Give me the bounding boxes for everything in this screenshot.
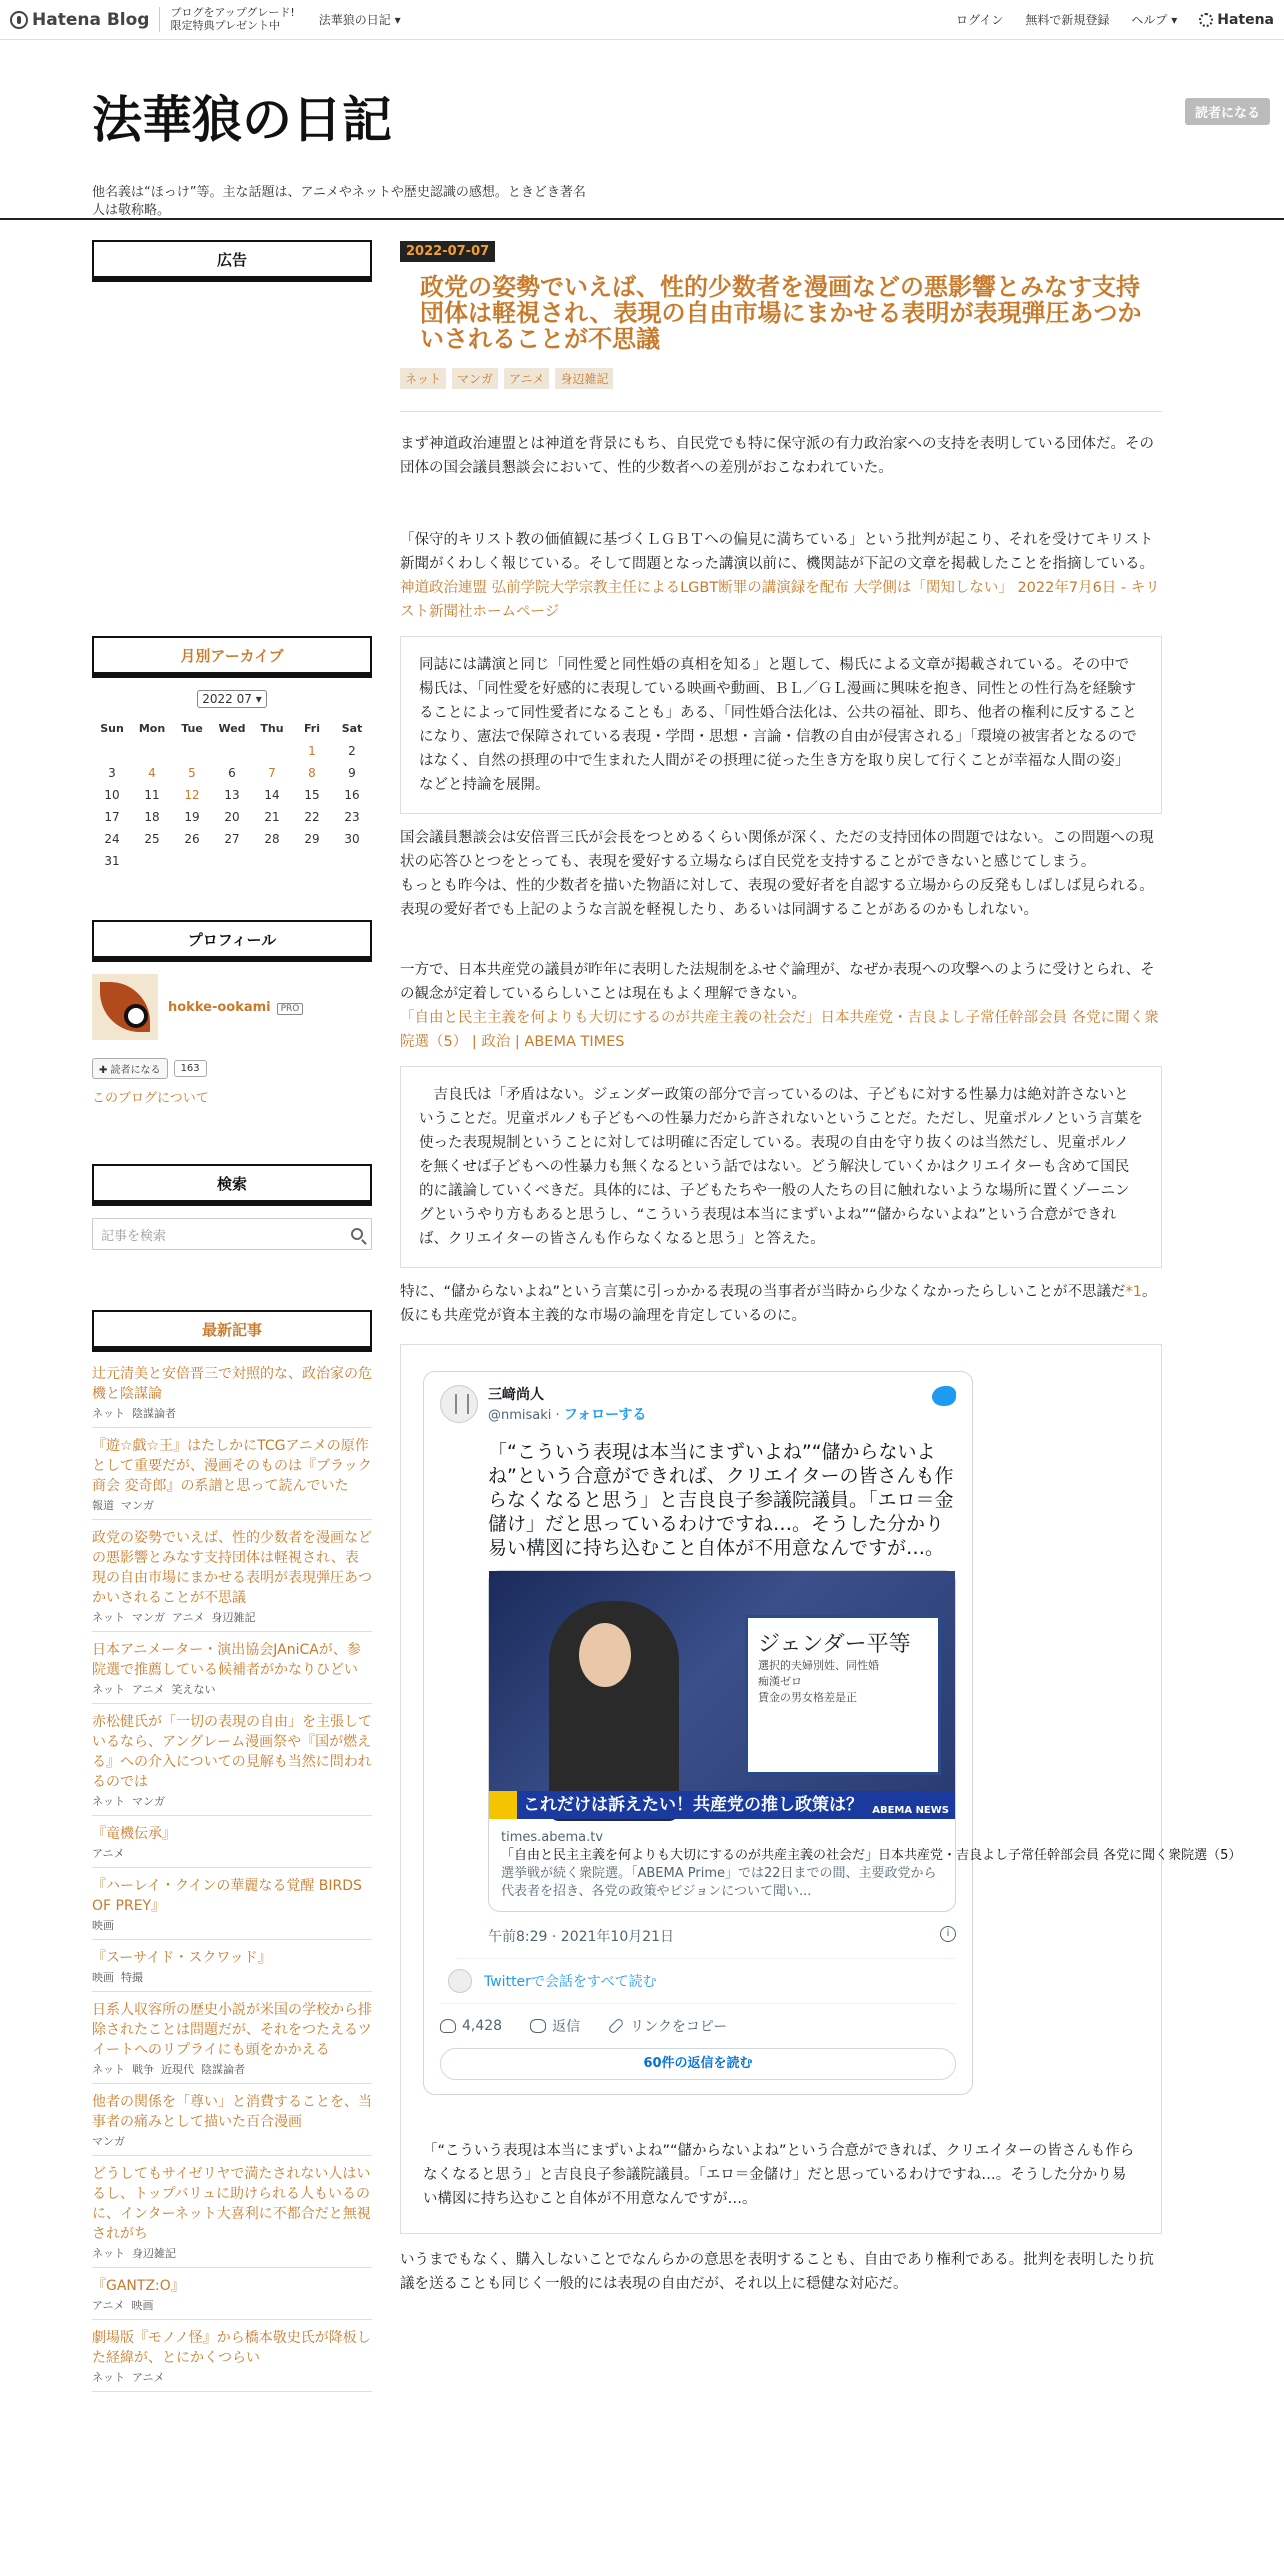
tweet-author-handle[interactable]: @nmisaki <box>488 1408 552 1423</box>
link-icon <box>608 2018 625 2035</box>
hatena-blog-logo[interactable]: Hatena Blog <box>10 10 149 30</box>
article <box>400 240 1242 2296</box>
recent-entry <box>92 1704 372 1816</box>
calendar-day-header: Mon <box>138 722 166 735</box>
recent-entry-title[interactable]: 『GANTZ:O』 <box>92 2278 185 2294</box>
calendar-day: 13 <box>224 788 240 802</box>
recent-entry <box>92 1428 372 1520</box>
calendar-day <box>292 852 332 870</box>
calendar-day <box>332 852 372 870</box>
ad-space <box>92 294 372 636</box>
tweet-embed-container <box>400 1344 1242 2234</box>
search-icon[interactable] <box>351 1228 363 1240</box>
calendar-day <box>212 742 252 760</box>
archive-calendar <box>92 690 372 870</box>
calendar-day: 15 <box>304 788 320 802</box>
recent-entry-category[interactable]: マンガ <box>132 1611 165 1624</box>
calendar-day <box>92 742 132 760</box>
subscriber-count[interactable]: 163 <box>174 1060 207 1077</box>
avatar[interactable] <box>92 974 158 1040</box>
blog-menu-dropdown[interactable]: 法華狼の日記 ▾ <box>318 13 401 27</box>
recent-entry-title[interactable]: 『スーサイド・スクワッド』 <box>92 1950 272 1966</box>
recent-entry-category[interactable]: アニメ <box>172 1611 205 1624</box>
recent-entry-category[interactable]: アニメ <box>92 2299 125 2312</box>
source-link-abema[interactable]: 「自由と民主主義を何よりも大切にするのが共産主義の社会だ」日本共産党・吉良よし子常任幹部会員 各党に聞く衆院選（5） | 政治 | ABEMA TIMES <box>400 1010 1159 1050</box>
recent-module-title: 最新記事 <box>92 1310 372 1348</box>
recent-entry <box>92 2084 372 2156</box>
upgrade-promo-link[interactable]: ブログをアップグレード! 限定特典プレゼント中 <box>159 7 294 32</box>
archive-month-select[interactable]: 2022 07 ▾ <box>197 690 266 708</box>
search-input[interactable]: 記事を検索 <box>92 1218 372 1250</box>
recent-entry-category[interactable]: 映画 <box>92 1919 114 1932</box>
recent-entries-list <box>92 1364 372 2392</box>
signup-link[interactable]: 無料で新規登録 <box>1025 13 1110 27</box>
read-replies-button[interactable]: 60件の返信を読む <box>440 2048 956 2080</box>
card-image <box>489 1571 955 1819</box>
recent-entry-category[interactable]: マンガ <box>132 1795 165 1808</box>
search-module-title: 検索 <box>92 1164 372 1202</box>
like-button[interactable]: 4,428 <box>440 2016 502 2036</box>
recent-entry <box>92 1632 372 1704</box>
calendar-day <box>132 852 172 870</box>
calendar-day: 21 <box>264 810 280 824</box>
recent-entry-category[interactable]: 笑えない <box>171 1683 216 1696</box>
blockquote: 吉良氏は「矛盾はない。ジェンダー政策の部分で言っているのは、子どもに対する性暴力は絶対許さないということだ。児童ポルノも子どもへの性暴力だから許されないということだ。ただし、児童ポルノという言葉を使った表現規制ということに対しては明確に否定している。表現の自由を守り抜くのは当然だし、児童ポルノを無くせば子どもへの性暴力も無くなるという話ではない。どう解決していくかはクリエイターも含めて国民的に議論していくべきだ。具体的には、子どもたちや一般の人たちの目に触れないような場所に置くゾーニングというやり方もあると思うし、“こういう表現は本当にまずいよね”“儲からないよね”という合意ができれば、クリエイターの皆さんも作らなくなると思う」と答えた。 <box>400 1066 1162 1268</box>
pro-badge: PRO <box>277 1003 304 1015</box>
recent-entry-title[interactable]: 赤松健氏が「一切の表現の自由」を主張しているなら、アングレーム漫画祭や『国が燃える』への介入についての見解も当然に問われるのでは <box>92 1714 372 1790</box>
recent-entry <box>92 1364 372 1428</box>
follow-button[interactable]: フォローする <box>563 1407 647 1423</box>
calendar-day-header: Wed <box>218 722 246 735</box>
recent-entry-category[interactable]: アニメ <box>132 2371 165 2384</box>
recent-entry-title[interactable]: 『遊☆戯☆王』はたしかにTCGアニメの原作として重要だが、漫画そのものは『ブラック商会 変奇郎』の系譜と思って読んでいた <box>92 1438 372 1494</box>
calendar-day[interactable]: 12 <box>184 788 200 802</box>
profile-module-title: プロフィール <box>92 920 372 958</box>
calendar-day <box>212 852 252 870</box>
calendar-day: 29 <box>304 832 320 846</box>
calendar-day-header: Fri <box>303 722 320 735</box>
calendar-day[interactable]: 7 <box>268 766 276 780</box>
recent-entry-category[interactable]: 映画 <box>92 1971 114 1984</box>
recent-entry-category[interactable]: マンガ <box>92 2135 125 2148</box>
info-icon[interactable]: i <box>940 1926 956 1942</box>
calendar-day-header: Tue <box>181 722 203 735</box>
recent-entry-title[interactable]: 劇場版『モノノ怪』から橋本敬史氏が降板した経緯が、とにかくつらい <box>92 2330 371 2366</box>
calendar-day: 31 <box>104 854 120 868</box>
recent-entry-category[interactable]: 身辺雑記 <box>211 1611 256 1624</box>
paragraph: いうまでもなく、購入しないことでなんらかの意思を表明することも、自由であり権利である。批判を表明したり抗議を送ることも同じく一般的には表現の自由だが、それ以上に穏健な対応だ。 <box>400 2252 1154 2292</box>
ad-module-title: 広告 <box>92 240 372 278</box>
hatena-global-bar <box>0 0 1284 40</box>
recent-entry-category[interactable]: アニメ <box>132 1683 165 1696</box>
twitter-bird-icon[interactable] <box>932 1386 956 1406</box>
sidebar-subscribe-button[interactable]: ✚ 読者になる <box>92 1058 168 1079</box>
sidebar <box>92 240 372 2392</box>
calendar-day: 28 <box>264 832 280 846</box>
login-link[interactable]: ログイン <box>955 13 1004 27</box>
calendar-day <box>132 742 172 760</box>
recent-entry <box>92 2320 372 2392</box>
profile <box>92 974 372 1040</box>
article-date[interactable]: 2022-07-07 <box>400 241 495 262</box>
calendar-day <box>172 852 212 870</box>
calendar-day: 11 <box>144 788 160 802</box>
recent-entry-category[interactable]: 特撮 <box>121 1971 143 1984</box>
recent-entry <box>92 1520 372 1632</box>
calendar-day <box>252 742 292 760</box>
article-title[interactable]: 政党の姿勢でいえば、性的少数者を漫画などの悪影響とみなす支持団体は軽視され、表現の自由市場にまかせる表明が表現弾圧あつかいされることが不思議 <box>420 273 1142 353</box>
card-banner: これだけは訴えたい！共産党の推し政策は？ <box>489 1791 955 1819</box>
recent-entry <box>92 1940 372 1992</box>
card-description: 選挙戦が続く衆院選。「ABEMA Prime」では22日までの間、主要政党から代表者を招き、各党の政策やビジョンについて聞い... <box>501 1866 937 1899</box>
recent-entry-category[interactable]: ネット <box>92 1407 125 1420</box>
recent-entry <box>92 1816 372 1868</box>
recent-entry <box>92 1868 372 1940</box>
recent-entry-category[interactable]: 身辺雑記 <box>132 2247 176 2260</box>
recent-entry-title[interactable]: 『竜機伝承』 <box>92 1826 176 1842</box>
article-category-tag[interactable]: マンガ <box>452 368 498 389</box>
recent-entry-title[interactable]: 日系人収容所の歴史小説が米国の学校から排除されたことは問題だが、それをつたえるツイートへのリプライにも頭をかかえる <box>92 2002 372 2058</box>
mini-avatar <box>448 1969 472 1993</box>
paragraph: もっとも昨今は、性的少数者を描いた物語に対して、表現の愛好者を自認する立場からの反発もしばしば見られる。表現の愛好者でも上記のような言説を軽視したり、あるいは同調することがあるのかもしれない。 <box>400 878 1154 918</box>
recent-entry-category[interactable]: ネット <box>92 2247 125 2260</box>
paragraph: まず神道政治連盟とは神道を背景にもち、自民党でも特に保守派の有力政治家への支持を表明している団体だ。その団体の国会議員懇談会において、性的少数者への差別がおこなわれていた。 <box>400 436 1154 476</box>
calendar-day: 2 <box>348 744 356 758</box>
recent-entry <box>92 2268 372 2320</box>
profile-name-link[interactable]: hokke-ookami PRO <box>168 1000 303 1015</box>
copy-link-button[interactable]: リンクをコピー <box>608 2016 727 2036</box>
recent-entry <box>92 1992 372 2084</box>
calendar-day-header: Sun <box>100 722 124 735</box>
card-board: ジェンダー平等 選択的夫婦別姓、同性婚 痴漢ゼロ 賃金の男女格差是正 <box>745 1615 941 1775</box>
hatena-logo[interactable]: Hatena <box>1199 12 1274 28</box>
recent-entry-title[interactable]: 日本アニメーター・演出協会JAniCAが、参院選で推薦している候補者がかなりひどい <box>92 1642 361 1678</box>
card-domain: times.abema.tv <box>501 1830 604 1845</box>
recent-entry <box>92 2156 372 2268</box>
calendar-grid <box>92 720 372 870</box>
recent-entry-title[interactable]: 『ハーレイ・クインの華麗なる覚醒 BIRDS OF PREY』 <box>92 1878 362 1914</box>
recent-entry-title[interactable]: 辻元清美と安倍晋三で対照的な、政治家の危機と陰謀論 <box>92 1366 372 1402</box>
recent-entry-category[interactable]: ネット <box>92 2371 125 2384</box>
recent-entry-category[interactable]: ネット <box>92 1683 125 1696</box>
subscribe-button[interactable]: 読者になる <box>1185 98 1270 125</box>
abema-news-logo: ABEMA NEWS <box>872 1805 949 1816</box>
paragraph: 国会議員懇談会は安倍晋三氏が会長をつとめるくらい関係が深く、ただの支持団体の問題ではない。この問題への現状の応答ひとつをとっても、表現を愛好する立場ならば自民党を支持することができないと感じてしまう。 <box>400 830 1154 870</box>
footnote-link[interactable]: *1 <box>1125 1284 1143 1300</box>
recent-entry-title[interactable]: どうしてもサイゼリヤで満たされない人はいるし、トップバリュに助けられる人もいるのに、インターネット大喜利に不都合だと無視されがち <box>92 2166 371 2242</box>
calendar-day: 18 <box>144 810 160 824</box>
paragraph: 一方で、日本共産党の議員が昨年に表明した法規制をふせぐ論理が、なぜか表現への攻撃へのように受けとられ、その観念が定着しているらしいことは現在もよく理解できない。 <box>400 962 1155 1002</box>
paragraph: 特に、“儲からないよね”という言葉に引っかかる表現の当事者が当時から少なくなかったらしいことが不思議だ*1。仮にも共産党が資本主義的な市場の論理を肯定しているのに。 <box>400 1284 1157 1324</box>
recent-entry-category[interactable]: 戦争 <box>132 2063 154 2076</box>
embedded-tweet[interactable]: 三﨑尚人 @nmisaki · フォローする 「“こういう表現は本当にまずいよね”“儲からないよね”という合意ができれば、クリエイターの皆さんも作らなくなると思う」と吉良良子参議院議員。「エロ＝金儲け」だと思っているわけですね…。そうした分かり易い構図に持ち込むこと自体が不用意なんですが…。 ジェンダー平等 選択的夫婦別姓、同性婚 痴漢ゼロ 賃金の男女格差是正 これだけは訴えたい！共産党の推し政策は？ ABEMA NEWS times.abema.tv 「自由と民主主義を何よりも大切にするのが共産主義の社会だ」日本共産党・吉良よし子常任幹部会員 各党に聞く衆院選（5） 選挙戦が続く衆院選。「ABEMA Prime」では22日までの間、主要政党から代表者を招き、各党の政策やビジョンについて聞い... 午前8:29 · 2021年10月21日 i Twitterで会話をすべて読む 4,428 返信 リンクをコピー 60件の返信を読む <box>423 1371 973 2095</box>
calendar-day[interactable]: 8 <box>308 766 316 780</box>
tweet-author-avatar[interactable] <box>440 1385 478 1423</box>
recent-entry-category[interactable]: 報道 <box>92 1499 114 1512</box>
tweet-text: 「“こういう表現は本当にまずいよね”“儲からないよね”という合意ができれば、クリエイターの皆さんも作らなくなると思う」と吉良良子参議院議員。「エロ＝金儲け」だと思っているわけですね…。そうした分かり易い構図に持ち込むこと自体が不用意なんですが…。 <box>488 1441 954 1559</box>
calendar-day: 17 <box>104 810 120 824</box>
blockquote: 同誌には講演と同じ「同性愛と同性婚の真相を知る」と題して、楊氏による文章が掲載されている。その中で楊氏は、「同性愛を好感的に表現している映画や動画、ＢＬ／ＧＬ漫画に興味を抱き、同性との性行為を経験することによって同性愛者になることも」ある、「同性婚合法化は、公共の福祉、即ち、他者の権利に反することになり、憲法で保障されている表現・学問・思想・言論・信教の自由が侵害される」「環境の被害者となるのではなく、自然の摂理の中で生まれた人間がその摂理に従った生き方を取り戻して行くことが幸福な人間の姿」などと持論を展開。 <box>400 636 1162 814</box>
calendar-day: 25 <box>144 832 160 846</box>
article-category-tag[interactable]: アニメ <box>504 368 549 389</box>
hatena-star-icon <box>1199 13 1213 27</box>
calendar-day: 16 <box>344 788 360 802</box>
calendar-day: 9 <box>348 766 356 780</box>
blog-title[interactable]: 法華狼の日記 <box>92 91 392 149</box>
recent-entry-category[interactable]: ネット <box>92 1611 125 1624</box>
recent-entry-category[interactable]: 陰謀論者 <box>132 1407 176 1420</box>
heart-icon <box>440 2019 456 2033</box>
calendar-day <box>172 742 212 760</box>
reply-icon <box>530 2019 546 2033</box>
calendar-day: 22 <box>304 810 320 824</box>
tweet-link-card[interactable] <box>488 1570 1242 1912</box>
calendar-day: 26 <box>184 832 200 846</box>
calendar-day-header: Sat <box>341 722 363 735</box>
hatena-blog-logo-icon <box>10 11 28 29</box>
recent-entry-title[interactable]: 他者の関係を「尊い」と消費することを、当事者の痛みとして描いた百合漫画 <box>92 2094 372 2130</box>
tweet-author-name[interactable]: 三﨑尚人 <box>488 1387 544 1403</box>
calendar-day: 6 <box>228 766 236 780</box>
calendar-day[interactable]: 1 <box>308 744 316 758</box>
calendar-day[interactable]: 5 <box>188 766 196 780</box>
article-body <box>400 412 1242 2296</box>
calendar-day: 14 <box>264 788 280 802</box>
calendar-day: 23 <box>344 810 360 824</box>
calendar-day: 24 <box>104 832 120 846</box>
card-title: 「自由と民主主義を何よりも大切にするのが共産主義の社会だ」日本共産党・吉良よし子常任幹部会員 各党に聞く衆院選（5） <box>501 1848 1242 1863</box>
calendar-day: 3 <box>108 766 116 780</box>
recent-entry-category[interactable]: マンガ <box>121 1499 154 1512</box>
tweet-fallback-text: 「“こういう表現は本当にまずいよね”“儲からないよね”という合意ができれば、クリエイターの皆さんも作らなくなると思う」と吉良良子参議院議員。「エロ＝金儲け」だと思っているわけですね…。そうした分かり易い構図に持ち込むこと自体が不用意なんですが…。 <box>423 2143 1135 2207</box>
source-link-kirishin[interactable]: 神道政治連盟 弘前学院大学宗教主任によるLGBT断罪の講演録を配布 大学側は「関知しない」 2022年7月6日 - キリスト新聞社ホームページ <box>400 580 1160 620</box>
read-conversation-link[interactable]: Twitterで会話をすべて読む <box>456 1958 956 1993</box>
recent-entry-category[interactable]: 陰謀論者 <box>201 2063 245 2076</box>
calendar-day: 10 <box>104 788 120 802</box>
recent-entry-category[interactable]: ネット <box>92 2063 125 2076</box>
recent-entry-category[interactable]: 近現代 <box>161 2063 194 2076</box>
article-categories <box>400 368 1162 389</box>
blog-description: 他名義は“ほっけ”等。主な話題は、アニメやネットや歴史認識の感想。ときどき著名人は敬称略。 <box>92 185 586 218</box>
help-dropdown[interactable]: ヘルプ ▾ <box>1131 13 1178 27</box>
calendar-day: 27 <box>224 832 240 846</box>
calendar-day <box>252 852 292 870</box>
calendar-day: 30 <box>344 832 360 846</box>
paragraph: 「保守的キリスト教の価値観に基づくＬＧＢＴへの偏見に満ちている」という批判が起こり、それを受けてキリスト新聞がくわしく報じている。そして問題となった講演以前に、機関誌が下記の文章を掲載したことを指摘している。 <box>400 532 1154 572</box>
calendar-day: 20 <box>224 810 240 824</box>
calendar-day-header: Thu <box>260 722 284 735</box>
tweet-timestamp[interactable]: 午前8:29 · 2021年10月21日 <box>488 1929 675 1945</box>
recent-entry-title[interactable]: 政党の姿勢でいえば、性的少数者を漫画などの悪影響とみなす支持団体は軽視され、表現の自由市場にまかせる表明が表現弾圧あつかいされることが不思議 <box>92 1530 372 1606</box>
article-category-tag[interactable]: 身辺雑記 <box>555 368 613 389</box>
calendar-day: 19 <box>184 810 200 824</box>
blog-header <box>0 40 1284 220</box>
archive-module-title: 月別アーカイブ <box>92 636 372 674</box>
recent-entry-category[interactable]: ネット <box>92 1795 125 1808</box>
recent-entry-category[interactable]: 映画 <box>131 2299 154 2312</box>
reply-button[interactable]: 返信 <box>530 2016 580 2036</box>
about-blog-link[interactable]: このブログについて <box>92 1091 209 1106</box>
recent-entry-category[interactable]: アニメ <box>92 1847 125 1860</box>
article-category-tag[interactable]: ネット <box>400 368 446 389</box>
calendar-day[interactable]: 4 <box>148 766 156 780</box>
